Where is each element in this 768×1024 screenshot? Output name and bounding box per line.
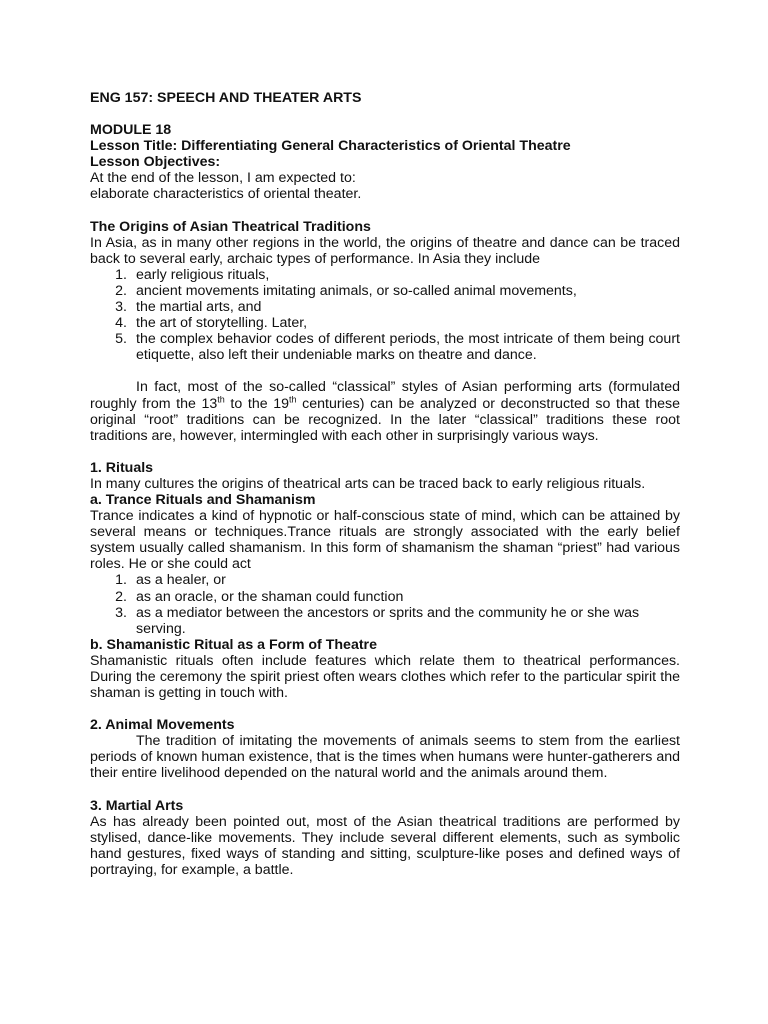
martial-paragraph: As has already been pointed out, most of the Asian theatrical traditions are performed by stylised, dance-like movements. They include several different elements, such as symbolic hand gestures, fixed ways of standing and sitting, sculpture-like poses and defined ways of portraying, for example, a battle. xyxy=(90,813,680,878)
trance-paragraph: Trance indicates a kind of hypnotic or half-conscious state of mind, which can be attained by several means or techniques.Trance rituals are strongly associated with the early belief system usually called shamanism. In this form of shamanism the shaman “priest” had various roles. He or she could act xyxy=(90,508,680,573)
shamanistic-paragraph: Shamanistic rituals often include features which relate them to theatrical performances. During the ceremony the spirit priest often wears clothes which refer to the particular spirit the shaman is getting in touch with. xyxy=(90,652,680,702)
shaman-roles-list xyxy=(90,572,680,636)
document-page xyxy=(90,90,680,878)
list-item: 2. ancient movements imitating animals, or so-called animal movements, xyxy=(115,282,577,299)
list-item: 2. as an oracle, or the shaman could function xyxy=(115,588,404,605)
trance-subheading: a. Trance Rituals and Shamanism xyxy=(90,491,316,508)
animal-paragraph: The tradition of imitating the movements of animals seems to stem from the earliest periods of known human existence, that is the times when humans were hunter-gatherers and their entire livelihood depended on the natural world and the animals around them. xyxy=(90,733,680,782)
list-item: 4. the art of storytelling. Later, xyxy=(115,315,308,332)
origins-list xyxy=(90,267,680,364)
origins-intro: In Asia, as in many other regions in the world, the origins of theatre and dance can be traced back to several early, archaic types of performance. In Asia they include xyxy=(90,234,680,267)
list-item: 5. the complex behavior codes of different periods, the most intricate of them being court etiquette, also left their undeniable marks on theatre and dance. xyxy=(115,331,680,364)
list-item: 3. the martial arts, and xyxy=(115,299,262,316)
origins-paragraph: In fact, most of the so-called “classical” styles of Asian performing arts (formulated roughly from the 13th to the 19th centuries) can be analyzed or deconstructed so that these original “root” traditions can be recognized. In the later “classical” traditions these root traditions are, however, intermingled with each other in surprisingly various ways. xyxy=(90,379,680,444)
lesson-title: Lesson Title: Differentiating General Characteristics of Oriental Theatre xyxy=(90,138,571,155)
module-label: MODULE 18 xyxy=(90,122,172,139)
origins-heading: The Origins of Asian Theatrical Traditions xyxy=(90,218,371,235)
list-item: 1. early religious rituals, xyxy=(115,266,270,283)
list-item: 3. as a mediator between the ancestors or sprits and the community he or she was serving. xyxy=(115,604,640,637)
rituals-intro: In many cultures the origins of theatrical arts can be traced back to early religious rituals. xyxy=(90,475,646,492)
objectives-heading: Lesson Objectives: xyxy=(90,154,221,171)
course-title: ENG 157: SPEECH AND THEATER ARTS xyxy=(90,90,362,106)
objectives-intro: At the end of the lesson, I am expected to: xyxy=(90,170,356,187)
objectives-item: elaborate characteristics of oriental theater. xyxy=(90,186,362,203)
list-item: 1. as a healer, or xyxy=(115,572,226,589)
animal-heading: 2. Animal Movements xyxy=(90,717,235,734)
rituals-heading: 1. Rituals xyxy=(90,459,154,476)
shamanistic-subheading: b. Shamanistic Ritual as a Form of Theatre xyxy=(90,636,377,653)
martial-heading: 3. Martial Arts xyxy=(90,797,184,814)
